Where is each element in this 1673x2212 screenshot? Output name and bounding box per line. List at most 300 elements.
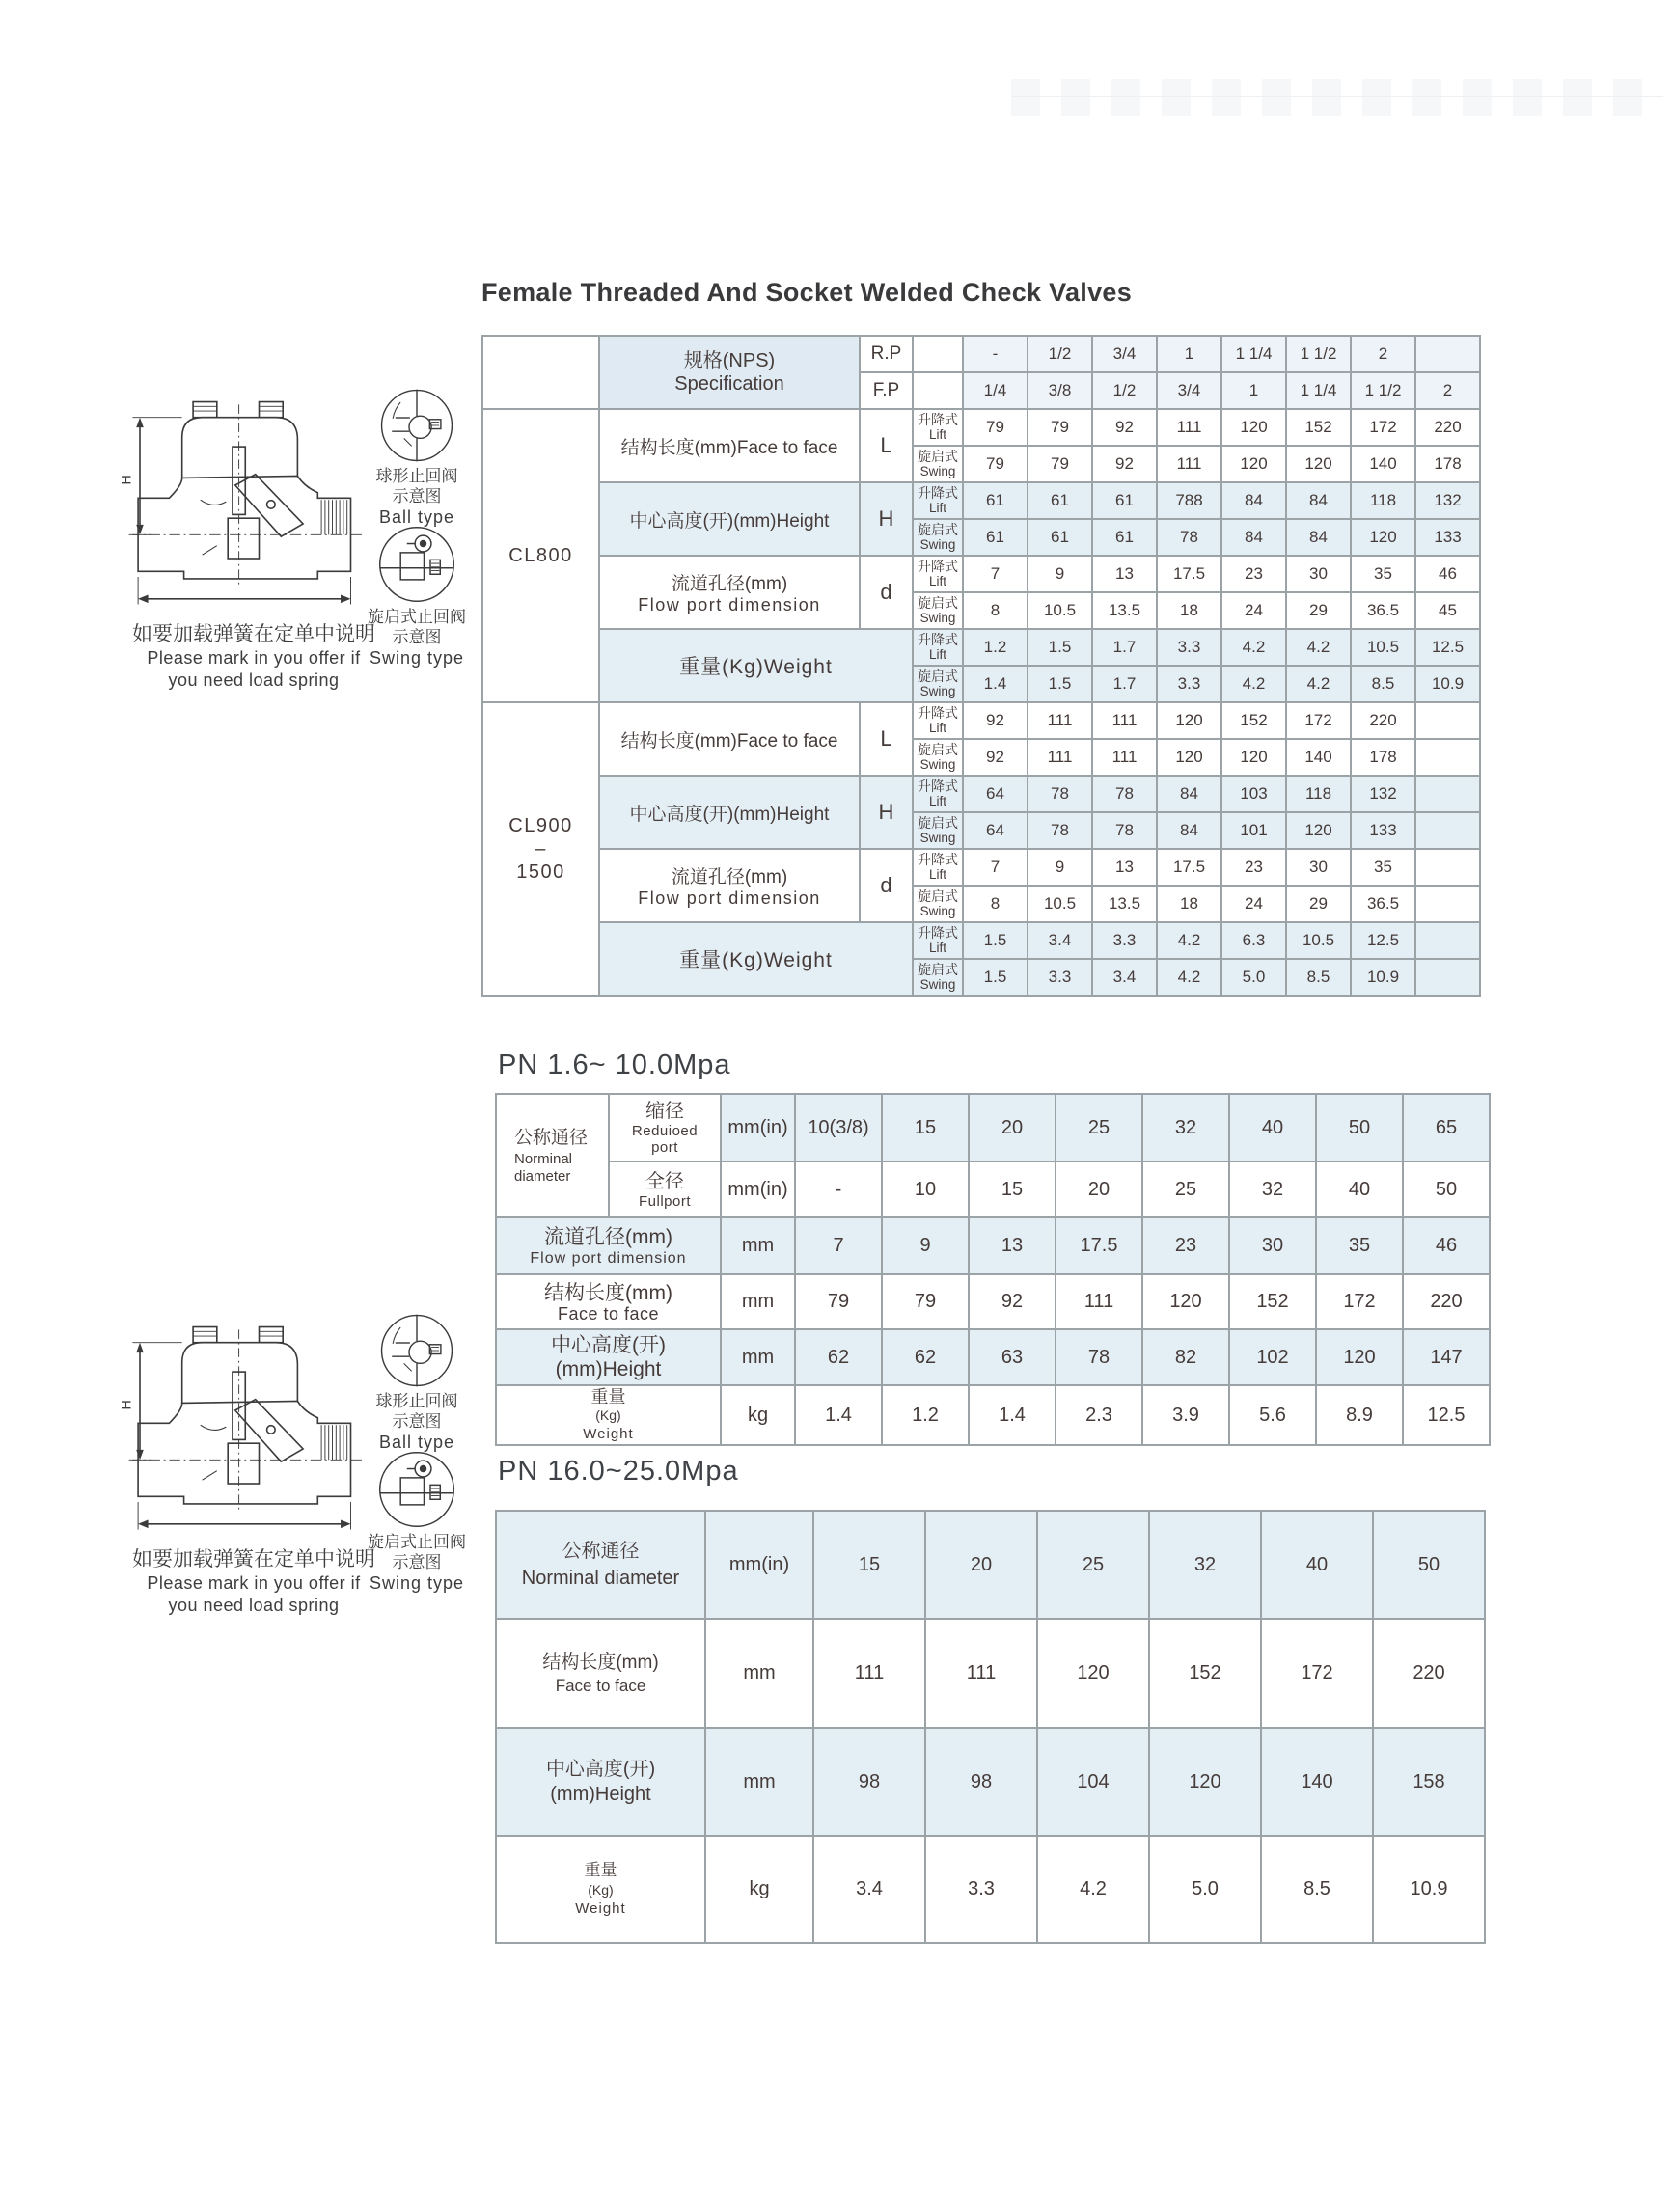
height-label: 中心高度(开)(mm)Height (599, 482, 860, 556)
value-cell: 111 (1157, 446, 1221, 482)
pn-high-title: PN 16.0~25.0Mpa (498, 1456, 739, 1487)
value-cell: 111 (1092, 702, 1157, 739)
value-cell: 61 (1028, 482, 1092, 519)
value-cell: 4.2 (1157, 922, 1221, 959)
swing-type-label-cn2: 示意图 (392, 1553, 442, 1571)
value-cell: 111 (1092, 739, 1157, 776)
swing-type-cell (913, 592, 963, 629)
unit-cell: mm (721, 1329, 795, 1385)
value-cell: 5.6 (1229, 1385, 1316, 1445)
value-cell: 4.2 (1037, 1836, 1149, 1943)
value-cell: 102 (1229, 1329, 1316, 1385)
swing-type-label-cn: 旋启式止回阀 (368, 1533, 466, 1551)
value-cell: 92 (1092, 409, 1157, 446)
flow-port-label-en: Flow port dimension (638, 595, 821, 614)
table-row (482, 556, 1480, 592)
value-cell: 5.0 (1149, 1836, 1261, 1943)
table-row (496, 1094, 1490, 1161)
value-cell: 120 (1221, 409, 1286, 446)
class-cl900-cell (482, 702, 599, 996)
value-cell: 140 (1286, 739, 1351, 776)
reduced-cn: 缩径 (645, 1101, 684, 1122)
value-cell: 2 (1351, 336, 1415, 372)
value-cell: 3.3 (1157, 666, 1221, 702)
value-cell: 30 (1286, 849, 1351, 886)
value-cell: 50 (1316, 1094, 1403, 1161)
load-spring-note-en2: you need load spring (168, 1596, 340, 1615)
value-cell: 61 (1092, 482, 1157, 519)
swing-cn: 旋启式 (918, 449, 958, 464)
ball-type-label-cn: 球形止回阀 (375, 467, 458, 485)
value-cell: 13.5 (1092, 886, 1157, 922)
lift-cn: 升降式 (918, 925, 958, 941)
unit-cell: kg (721, 1385, 795, 1445)
class-cl800-cell: CL800 (482, 409, 599, 702)
value-cell: 36.5 (1351, 592, 1415, 629)
height-en: (mm)Height (555, 1358, 662, 1380)
value-cell: 4.2 (1286, 629, 1351, 666)
value-cell: 140 (1351, 446, 1415, 482)
table-row (496, 1511, 1485, 1619)
swing-type-cell (913, 959, 963, 996)
value-cell: 111 (925, 1619, 1037, 1728)
flow-port-label-cn: 流道孔径(mm) (671, 574, 788, 594)
value-cell: - (795, 1161, 882, 1217)
value-cell: 120 (1286, 446, 1351, 482)
value-cell (1415, 959, 1480, 996)
swing-type-label-cn2: 示意图 (392, 628, 442, 646)
value-cell: 78 (1157, 519, 1221, 556)
value-cell: 62 (882, 1329, 969, 1385)
value-cell: 24 (1221, 592, 1286, 629)
value-cell: 32 (1149, 1511, 1261, 1619)
cl900-dash: – (535, 838, 547, 860)
swing-cn: 旋启式 (918, 742, 958, 757)
value-cell: 17.5 (1157, 556, 1221, 592)
value-cell: 18 (1157, 886, 1221, 922)
value-cell: 8.5 (1286, 959, 1351, 996)
value-cell: 1.5 (963, 959, 1028, 996)
lift-cn: 升降式 (918, 705, 958, 721)
value-cell: 4.2 (1157, 959, 1221, 996)
lift-type-cell (913, 849, 963, 886)
table-row (496, 1329, 1490, 1385)
value-cell: 15 (882, 1094, 969, 1161)
value-cell: 140 (1261, 1728, 1373, 1836)
value-cell: 3.4 (1092, 959, 1157, 996)
value-cell: 79 (963, 409, 1028, 446)
unit-cell: mm(in) (705, 1511, 813, 1619)
value-cell: 1 1/4 (1221, 336, 1286, 372)
lift-cn: 升降式 (918, 559, 958, 574)
value-cell: 111 (1028, 739, 1092, 776)
value-cell: 1 1/4 (1286, 372, 1351, 409)
value-cell: 120 (1037, 1619, 1149, 1728)
lift-en: Lift (928, 647, 946, 662)
nominal-diameter-label (496, 1511, 705, 1619)
height-cn: 中心高度(开) (551, 1334, 666, 1356)
value-cell: 84 (1286, 519, 1351, 556)
value-cell: 10.5 (1351, 629, 1415, 666)
value-cell: 79 (1028, 409, 1092, 446)
value-cell: 8 (963, 592, 1028, 629)
lift-type-cell (913, 922, 963, 959)
value-cell: 35 (1351, 556, 1415, 592)
full-en: Fullport (638, 1192, 692, 1210)
table-row (496, 1728, 1485, 1836)
watermark-band (1011, 79, 1663, 116)
value-cell: 3.4 (813, 1836, 925, 1943)
value-cell: 12.5 (1403, 1385, 1490, 1445)
value-cell: 78 (1028, 776, 1092, 812)
full-cn: 全径 (645, 1170, 684, 1192)
value-cell: 120 (1149, 1728, 1261, 1836)
swing-en: Swing (919, 611, 956, 625)
value-cell: 64 (963, 776, 1028, 812)
load-spring-note (114, 1547, 394, 1617)
value-cell: 120 (1221, 446, 1286, 482)
weight-cn: 重量 (590, 1386, 626, 1406)
unit-cell: kg (705, 1836, 813, 1943)
height-label: 中心高度(开)(mm)Height (599, 776, 860, 849)
swing-en: Swing (919, 831, 956, 845)
check-valve-dimension-table (481, 335, 1481, 997)
flow-cn: 流道孔径(mm) (544, 1225, 672, 1248)
value-cell: 20 (925, 1511, 1037, 1619)
weight-en: Weight (583, 1425, 634, 1442)
flow-port-label (599, 556, 860, 629)
weight-cn: 重量 (584, 1860, 617, 1879)
face-cn: 结构长度(mm) (542, 1652, 659, 1673)
value-cell: 104 (1037, 1728, 1149, 1836)
weight-kg: (Kg) (595, 1406, 621, 1423)
ball-type-label (335, 1391, 499, 1453)
table-row (496, 1385, 1490, 1445)
lift-type-cell (913, 409, 963, 446)
value-cell: 101 (1221, 812, 1286, 849)
value-cell: 12.5 (1415, 629, 1480, 666)
value-cell: 788 (1157, 482, 1221, 519)
unit-cell: mm (721, 1217, 795, 1274)
unit-cell: mm (705, 1619, 813, 1728)
value-cell: 78 (1092, 812, 1157, 849)
value-cell: 8 (963, 886, 1028, 922)
flow-port-label-cn: 流道孔径(mm) (671, 867, 788, 888)
swing-type-cell (913, 519, 963, 556)
face-en: Face to face (557, 1303, 660, 1324)
value-cell: 10.9 (1415, 666, 1480, 702)
value-cell: 10.5 (1028, 592, 1092, 629)
nominal-cn: 公称通径 (562, 1541, 640, 1562)
load-spring-note-cn: 如要加载弹簧在定单中说明 (132, 1548, 375, 1570)
nominal-en: Norminal diameter (521, 1568, 680, 1589)
value-cell: 152 (1149, 1619, 1261, 1728)
ball-type-label-en: Ball type (378, 507, 455, 527)
value-cell (1415, 336, 1480, 372)
table-row (496, 1161, 1490, 1217)
swing-type-cell (913, 446, 963, 482)
value-cell: 23 (1221, 849, 1286, 886)
value-cell: 152 (1221, 702, 1286, 739)
load-spring-note-cn: 如要加载弹簧在定单中说明 (132, 623, 375, 645)
nominal-diameter-label (496, 1094, 609, 1217)
table-row (482, 702, 1480, 739)
table-row (482, 922, 1480, 959)
value-cell: 10 (882, 1161, 969, 1217)
value-cell: 10.9 (1351, 959, 1415, 996)
valve-diagram-block-top (114, 379, 490, 703)
value-cell: 78 (1028, 812, 1092, 849)
value-cell: 20 (1056, 1161, 1142, 1217)
value-cell: 1/4 (963, 372, 1028, 409)
value-cell (1415, 849, 1480, 886)
face-to-face-row-label (496, 1619, 705, 1728)
swing-cn: 旋启式 (918, 962, 958, 977)
value-cell: 15 (813, 1511, 925, 1619)
symbol-L: L (860, 702, 913, 776)
ball-type-detail-icon (378, 387, 455, 464)
symbol-L: L (860, 409, 913, 482)
value-cell: 23 (1142, 1217, 1229, 1274)
value-cell: 7 (795, 1217, 882, 1274)
value-cell: 18 (1157, 592, 1221, 629)
value-cell: 98 (813, 1728, 925, 1836)
face-to-face-label: 结构长度(mm)Face to face (599, 409, 860, 482)
value-cell: 111 (1028, 702, 1092, 739)
ball-type-label-cn2: 示意图 (392, 487, 442, 505)
value-cell: 15 (969, 1161, 1056, 1217)
value-cell: 17.5 (1157, 849, 1221, 886)
face-en: Face to face (555, 1676, 646, 1695)
value-cell: 8.9 (1316, 1385, 1403, 1445)
value-cell: 29 (1286, 886, 1351, 922)
value-cell (1415, 776, 1480, 812)
value-cell: 111 (1056, 1274, 1142, 1329)
flow-port-label-en: Flow port dimension (638, 888, 821, 908)
value-cell: 1.2 (882, 1385, 969, 1445)
swing-cn: 旋启式 (918, 595, 958, 611)
table-row (482, 336, 1480, 372)
lift-type-cell (913, 629, 963, 666)
value-cell: 103 (1221, 776, 1286, 812)
value-cell: 36.5 (1351, 886, 1415, 922)
value-cell: 9 (1028, 556, 1092, 592)
value-cell: 120 (1316, 1329, 1403, 1385)
lift-cn: 升降式 (918, 852, 958, 867)
table-row (482, 629, 1480, 666)
value-cell: 3.3 (1157, 629, 1221, 666)
spec-label-en: Specification (674, 373, 784, 395)
height-en: (mm)Height (550, 1784, 651, 1805)
lift-en: Lift (928, 574, 946, 588)
face-to-face-row-label (496, 1274, 721, 1329)
value-cell: 220 (1351, 702, 1415, 739)
swing-en: Swing (919, 537, 956, 552)
weight-label: 重量(Kg)Weight (599, 922, 913, 996)
value-cell: 1/2 (1092, 372, 1157, 409)
value-cell: 92 (963, 702, 1028, 739)
corner-cell (482, 336, 599, 409)
ball-type-detail-icon (378, 1312, 455, 1389)
swing-en: Swing (919, 904, 956, 918)
value-cell: 172 (1286, 702, 1351, 739)
value-cell: 84 (1157, 776, 1221, 812)
unit-cell: mm(in) (721, 1161, 795, 1217)
ball-type-label-cn2: 示意图 (392, 1412, 442, 1431)
value-cell: 40 (1316, 1161, 1403, 1217)
rp-label-cell: R.P (860, 336, 913, 372)
value-cell: 45 (1415, 592, 1480, 629)
value-cell: 92 (963, 739, 1028, 776)
value-cell: 23 (1221, 556, 1286, 592)
weight-label: 重量(Kg)Weight (599, 629, 913, 702)
value-cell (1415, 886, 1480, 922)
ball-type-label-en: Ball type (378, 1433, 455, 1452)
value-cell: 25 (1142, 1161, 1229, 1217)
unit-cell: mm(in) (721, 1094, 795, 1161)
cl900-line2: 1500 (516, 861, 565, 883)
value-cell: 220 (1403, 1274, 1490, 1329)
value-cell: 8.5 (1261, 1836, 1373, 1943)
table-row (496, 1619, 1485, 1728)
swing-en: Swing (919, 757, 956, 772)
value-cell: 111 (1157, 409, 1221, 446)
value-cell: 79 (882, 1274, 969, 1329)
value-cell: 32 (1229, 1161, 1316, 1217)
value-cell: 98 (925, 1728, 1037, 1836)
lift-cn: 升降式 (918, 412, 958, 427)
swing-type-detail-icon (376, 524, 457, 605)
lift-en: Lift (928, 501, 946, 515)
value-cell: 1.5 (1028, 666, 1092, 702)
value-cell: 152 (1229, 1274, 1316, 1329)
value-cell (1415, 739, 1480, 776)
swing-type-cell (913, 666, 963, 702)
value-cell: 13 (969, 1217, 1056, 1274)
value-cell: 61 (963, 482, 1028, 519)
swing-cn: 旋启式 (918, 815, 958, 831)
value-cell: 61 (1028, 519, 1092, 556)
value-cell: 62 (795, 1329, 882, 1385)
unit-cell: mm (721, 1274, 795, 1329)
pn-high-table (495, 1510, 1486, 1944)
nominal-en1: Norminal (514, 1151, 573, 1167)
flow-port-row-label (496, 1217, 721, 1274)
value-cell (1415, 812, 1480, 849)
pn-low-title: PN 1.6~ 10.0Mpa (498, 1050, 731, 1080)
nominal-en2: diameter (514, 1168, 571, 1185)
value-cell: 220 (1415, 409, 1480, 446)
value-cell: 84 (1157, 812, 1221, 849)
lift-en: Lift (928, 427, 946, 442)
lift-en: Lift (928, 867, 946, 882)
value-cell: 13.5 (1092, 592, 1157, 629)
value-cell: 1/2 (1028, 336, 1092, 372)
value-cell: 46 (1403, 1217, 1490, 1274)
swing-type-cell (913, 812, 963, 849)
reduced-en2: port (651, 1139, 678, 1156)
table-row (482, 482, 1480, 519)
value-cell: 17.5 (1056, 1217, 1142, 1274)
value-cell: 3/8 (1028, 372, 1092, 409)
swing-en: Swing (919, 977, 956, 992)
value-cell: 61 (1092, 519, 1157, 556)
value-cell: 92 (969, 1274, 1056, 1329)
pn-low-table (495, 1093, 1491, 1446)
value-cell: 20 (969, 1094, 1056, 1161)
value-cell: 5.0 (1221, 959, 1286, 996)
height-row-label (496, 1728, 705, 1836)
table-row (496, 1217, 1490, 1274)
value-cell: 1 (1157, 336, 1221, 372)
table-row (482, 776, 1480, 812)
value-cell: 50 (1373, 1511, 1485, 1619)
table-row (496, 1274, 1490, 1329)
lift-cn: 升降式 (918, 778, 958, 794)
value-cell: 3/4 (1092, 336, 1157, 372)
swing-type-label-cn: 旋启式止回阀 (368, 608, 466, 626)
flow-en: Flow port dimension (530, 1249, 687, 1267)
value-cell: 178 (1415, 446, 1480, 482)
value-cell: 24 (1221, 886, 1286, 922)
symbol-H: H (860, 776, 913, 849)
value-cell: 9 (1028, 849, 1092, 886)
weight-en: Weight (575, 1899, 626, 1917)
value-cell: 120 (1351, 519, 1415, 556)
value-cell: 63 (969, 1329, 1056, 1385)
value-cell: 4.2 (1221, 666, 1286, 702)
value-cell: 3.9 (1142, 1385, 1229, 1445)
value-cell: 120 (1157, 739, 1221, 776)
value-cell: 78 (1092, 776, 1157, 812)
value-cell: 133 (1415, 519, 1480, 556)
value-cell: 1 1/2 (1286, 336, 1351, 372)
value-cell: 1.5 (1028, 629, 1092, 666)
value-cell: 3/4 (1157, 372, 1221, 409)
weight-row-label (496, 1385, 721, 1445)
value-cell: 3.3 (1028, 959, 1092, 996)
lift-en: Lift (928, 941, 946, 955)
swing-type-cell (913, 886, 963, 922)
value-cell: 61 (963, 519, 1028, 556)
ball-type-label-cn: 球形止回阀 (375, 1392, 458, 1410)
load-spring-note (114, 622, 394, 692)
face-cn: 结构长度(mm) (544, 1281, 672, 1304)
value-cell: 78 (1056, 1329, 1142, 1385)
value-cell: 1.5 (963, 922, 1028, 959)
value-cell: 118 (1286, 776, 1351, 812)
value-cell: 64 (963, 812, 1028, 849)
value-cell: 133 (1351, 812, 1415, 849)
value-cell: 79 (1028, 446, 1092, 482)
value-cell: 118 (1351, 482, 1415, 519)
value-cell: 111 (813, 1619, 925, 1728)
blank-cell (913, 372, 963, 409)
value-cell: 30 (1229, 1217, 1316, 1274)
value-cell: 35 (1316, 1217, 1403, 1274)
swing-en: Swing (919, 684, 956, 698)
lift-cn: 升降式 (918, 485, 958, 501)
nominal-cn: 公称通径 (514, 1128, 589, 1148)
value-cell: 10.5 (1028, 886, 1092, 922)
face-to-face-label: 结构长度(mm)Face to face (599, 702, 860, 776)
value-cell: 84 (1221, 519, 1286, 556)
value-cell: 178 (1351, 739, 1415, 776)
value-cell: 92 (1092, 446, 1157, 482)
value-cell: 4.2 (1221, 629, 1286, 666)
lift-type-cell (913, 556, 963, 592)
value-cell: 120 (1221, 739, 1286, 776)
